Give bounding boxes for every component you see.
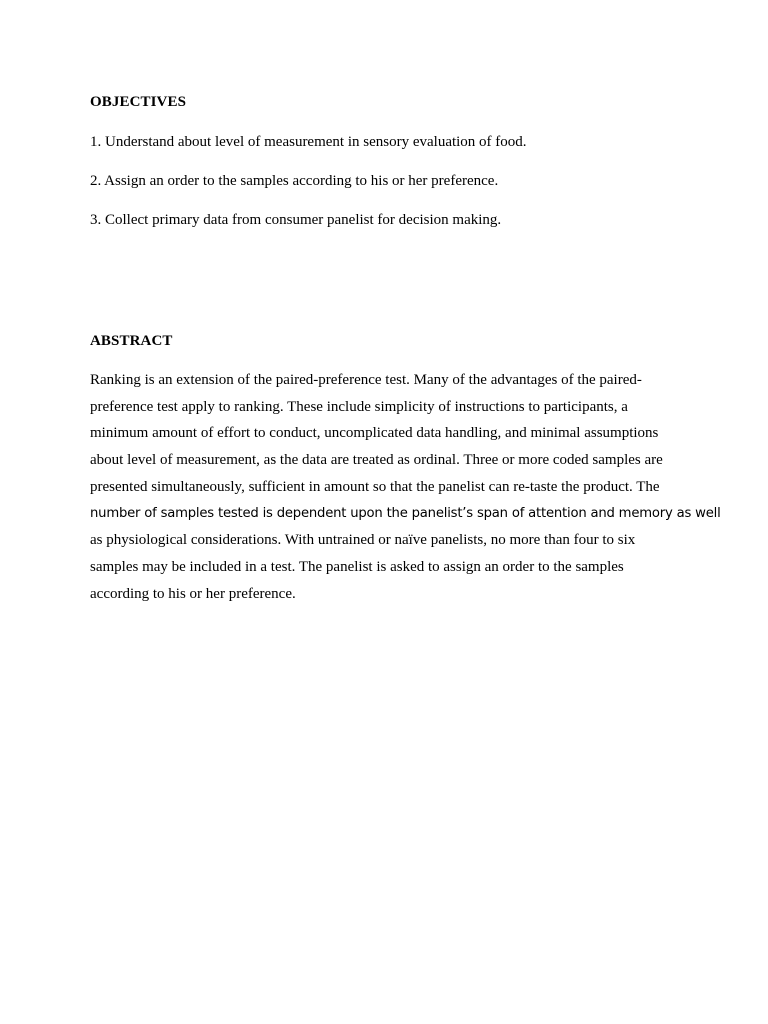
abstract-line: Ranking is an extension of the paired-preference test. Many of the advantages of the paired-: [90, 372, 642, 388]
objective-item-3: 3. Collect primary data from consumer panelist for decision making.: [90, 212, 502, 228]
abstract-line: about level of measurement, as the data are treated as ordinal. Three or more coded samples are: [90, 452, 663, 469]
abstract-paragraph: [90, 367, 721, 607]
abstract-line: minimum amount of effort to conduct, uncomplicated data handling, and minimal assumptions: [90, 425, 659, 442]
objectives-heading: OBJECTIVES: [90, 94, 187, 110]
abstract-heading: ABSTRACT: [90, 333, 173, 349]
abstract-line: samples may be included in a test. The panelist is asked to assign an order to the samples: [90, 558, 624, 575]
abstract-line: presented simultaneously, sufficient in amount so that the panelist can re-taste the product. The: [90, 478, 660, 495]
objective-item-1: 1. Understand about level of measurement in sensory evaluation of food.: [90, 134, 527, 150]
abstract-line: as physiological considerations. With untrained or naïve panelists, no more than four to six: [90, 532, 636, 549]
abstract-line: according to his or her preference.: [90, 585, 296, 602]
abstract-line: number of samples tested is dependent upon the panelist’s span of attention and memory as well: [90, 505, 721, 521]
objective-item-2: 2. Assign an order to the samples according to his or her preference.: [90, 173, 499, 189]
abstract-line: preference test apply to ranking. These include simplicity of instructions to participants, a: [90, 398, 628, 415]
